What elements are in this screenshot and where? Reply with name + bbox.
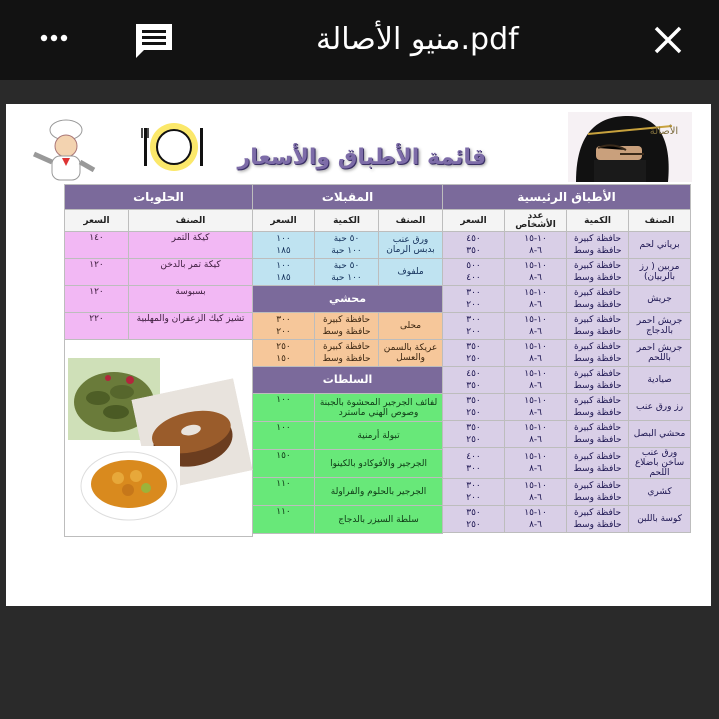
salad-price: ١١٠ <box>253 478 315 506</box>
main-dish-price-line: ٣٥٠ <box>466 396 481 406</box>
main-dish-price-line: ٢٠٠ <box>466 327 481 337</box>
main-dish-people <box>505 340 567 367</box>
main-dish-qty-line: حافظة وسط <box>573 520 622 530</box>
main-dish-people-line: ١٠-١٥ <box>524 261 547 271</box>
main-dish-people-line: ٦-٨ <box>529 520 543 530</box>
stuffed-section-header: محشي <box>253 286 443 313</box>
main-dish-qty-line: حافظة كبيرة <box>574 342 622 352</box>
main-dish-people-line: ١٠-١٥ <box>524 452 547 462</box>
main-dish-qty-line: حافظة وسط <box>573 273 622 283</box>
main-dish-row <box>443 340 691 367</box>
stuffed-price <box>253 340 315 367</box>
main-dish-qty <box>567 259 629 286</box>
main-dish-row <box>443 232 691 259</box>
main-dish-price-line: ٤٥٠ <box>466 234 481 244</box>
appetizer-qty-line: ١٠٠ حبة <box>331 273 362 283</box>
dessert-price: ١٤٠ <box>65 232 129 259</box>
salad-price: ١٥٠ <box>253 450 315 478</box>
app-bar <box>0 0 719 80</box>
main-dish-price-line: ٤٠٠ <box>466 452 481 462</box>
dessert-col-item: الصنف <box>129 210 253 232</box>
main-dish-people-line: ١٠-١٥ <box>524 369 547 379</box>
main-dish-row <box>443 394 691 421</box>
appetizer-qty <box>315 259 379 286</box>
main-dish-people-line: ١٠-١٥ <box>524 315 547 325</box>
main-dish-qty-line: حافظة كبيرة <box>574 315 622 325</box>
menu-document <box>6 104 711 606</box>
main-dish-price-line: ٣٠٠ <box>466 288 481 298</box>
main-dish-people-line: ١٠-١٥ <box>524 288 547 298</box>
salad-price: ١٠٠ <box>253 394 315 422</box>
main-dish-qty <box>567 448 629 479</box>
main-dish-row <box>443 259 691 286</box>
main-dish-name: كشري <box>629 479 691 506</box>
salad-price: ١٠٠ <box>253 422 315 450</box>
main-dish-people <box>505 506 567 533</box>
main-dish-people <box>505 313 567 340</box>
main-dish-people <box>505 367 567 394</box>
main-dish-name: محشي البصل <box>629 421 691 448</box>
main-section-header: الأطباق الرئيسية <box>443 185 691 210</box>
main-dish-people-line: ١٠-١٥ <box>524 423 547 433</box>
main-dishes-table <box>442 184 691 533</box>
main-dish-price <box>443 340 505 367</box>
app-col-price: السعر <box>253 210 315 232</box>
plate-cutlery-illustration <box>138 118 210 176</box>
main-dish-qty-line: حافظة كبيرة <box>574 288 622 298</box>
main-dish-people-line: ٦-٨ <box>529 273 543 283</box>
main-dish-people-line: ٦-٨ <box>529 464 543 474</box>
main-dish-qty <box>567 479 629 506</box>
dessert-col-price: السعر <box>65 210 129 232</box>
main-dish-row <box>443 421 691 448</box>
main-dish-price-line: ٣٠٠ <box>466 464 481 474</box>
main-dish-price-line: ٣٥٠ <box>466 381 481 391</box>
main-dish-qty-line: حافظة كبيرة <box>574 234 622 244</box>
stuffed-qty-line: حافظة وسط <box>322 327 371 337</box>
main-dish-price <box>443 259 505 286</box>
main-dish-price-line: ٣٠٠ <box>466 481 481 491</box>
main-dish-people-line: ٦-٨ <box>529 246 543 256</box>
appetizer-row <box>253 232 443 259</box>
stuffed-price-line: ٢٠٠ <box>276 327 291 337</box>
salad-row <box>253 506 443 534</box>
main-dish-people-line: ٦-٨ <box>529 493 543 503</box>
main-col-item: الصنف <box>629 210 691 232</box>
main-dish-qty-line: حافظة وسط <box>573 381 622 391</box>
main-dish-row <box>443 479 691 506</box>
main-dish-name: برياني لحم <box>629 232 691 259</box>
main-dish-qty-line: حافظة كبيرة <box>574 396 622 406</box>
main-dish-qty <box>567 394 629 421</box>
appetizer-qty <box>315 232 379 259</box>
salad-price: ١١٠ <box>253 506 315 534</box>
main-dish-qty-line: حافظة كبيرة <box>574 261 622 271</box>
main-dish-qty <box>567 421 629 448</box>
main-dish-price-line: ٣٥٠ <box>466 423 481 433</box>
main-dish-price-line: ٢٥٠ <box>466 408 481 418</box>
chef-illustration <box>22 118 110 184</box>
main-dish-price <box>443 448 505 479</box>
appetizer-qty-line: ٥٠ حبة <box>333 261 360 271</box>
app-col-item: الصنف <box>379 210 443 232</box>
stuffed-price-line: ٣٠٠ <box>276 315 291 325</box>
main-dish-qty <box>567 286 629 313</box>
main-dish-price <box>443 394 505 421</box>
main-dish-name: مربين ( رز بالربيان) <box>629 259 691 286</box>
more-vert-icon[interactable] <box>36 20 72 56</box>
main-dish-price-line: ٢٥٠ <box>466 435 481 445</box>
stuffed-price-line: ١٥٠ <box>276 354 291 364</box>
pastry-photo <box>78 446 180 524</box>
main-dish-row <box>443 313 691 340</box>
main-dish-people <box>505 286 567 313</box>
main-dish-price <box>443 313 505 340</box>
main-dish-people <box>505 448 567 479</box>
main-dish-name: جريش <box>629 286 691 313</box>
salad-row <box>253 450 443 478</box>
salad-name: تبولة أرمنية <box>315 422 443 450</box>
main-dish-price <box>443 286 505 313</box>
main-dish-people-line: ١٠-١٥ <box>524 342 547 352</box>
appetizer-qty-line: ١٠٠ حبة <box>331 246 362 256</box>
main-col-price: السعر <box>443 210 505 232</box>
appetizer-name: ورق عنب بدبس الرمان <box>379 232 443 259</box>
main-dish-qty-line: حافظة وسط <box>573 327 622 337</box>
close-icon[interactable] <box>646 18 690 62</box>
main-col-people: عدد الأشخاص <box>505 210 567 232</box>
main-dish-qty <box>567 340 629 367</box>
stuffed-price <box>253 313 315 340</box>
stuffed-row <box>253 313 443 340</box>
main-dish-price-line: ٢٠٠ <box>466 493 481 503</box>
dessert-name: تشيز كيك الزعفران والمهلبية <box>129 313 253 340</box>
appetizer-name: ملفوف <box>379 259 443 286</box>
main-dish-qty-line: حافظة كبيرة <box>574 481 622 491</box>
menu-title: قائمة الأطباق والأسعار <box>237 145 486 170</box>
dessert-price: ١٢٠ <box>65 259 129 286</box>
main-dish-price-line: ٣٠٠ <box>466 315 481 325</box>
dessert-name: كيكة تمر بالدخن <box>129 259 253 286</box>
main-dish-price-line: ٤٥٠ <box>466 369 481 379</box>
main-col-qty: الكمية <box>567 210 629 232</box>
dessert-row <box>65 259 253 286</box>
main-dish-qty-line: حافظة وسط <box>573 464 622 474</box>
salad-row <box>253 478 443 506</box>
comment-icon[interactable] <box>132 18 176 62</box>
appetizer-price <box>253 259 315 286</box>
main-dish-price-line: ٤٠٠ <box>466 273 481 283</box>
main-dish-people-line: ٦-٨ <box>529 381 543 391</box>
main-dish-people <box>505 232 567 259</box>
main-dish-people-line: ١٠-١٥ <box>524 396 547 406</box>
stuffed-qty <box>315 313 379 340</box>
main-dish-people-line: ٦-٨ <box>529 354 543 364</box>
appetizer-row <box>253 259 443 286</box>
main-dish-qty <box>567 313 629 340</box>
main-dish-people-line: ١٠-١٥ <box>524 234 547 244</box>
main-dish-qty-line: حافظة كبيرة <box>574 423 622 433</box>
main-dish-qty-line: حافظة وسط <box>573 408 622 418</box>
main-dish-people-line: ٦-٨ <box>529 327 543 337</box>
dessert-price: ١٢٠ <box>65 286 129 313</box>
main-dish-people-line: ٦-٨ <box>529 300 543 310</box>
main-dish-price-line: ٣٥٠ <box>466 508 481 518</box>
document-title: منيو الأصالة.pdf <box>316 22 519 57</box>
main-dish-qty-line: حافظة كبيرة <box>574 369 622 379</box>
main-dish-people <box>505 259 567 286</box>
main-dish-qty-line: حافظة كبيرة <box>574 452 622 462</box>
main-dish-name: كوسة باللبن <box>629 506 691 533</box>
main-dish-price <box>443 367 505 394</box>
dessert-name: بسبوسة <box>129 286 253 313</box>
appetizer-price-line: ١٠٠ <box>276 261 291 271</box>
main-dish-price <box>443 479 505 506</box>
main-dish-qty <box>567 232 629 259</box>
app-col-qty: الكمية <box>315 210 379 232</box>
main-dish-price <box>443 506 505 533</box>
dessert-name: كيكة التمر <box>129 232 253 259</box>
logo-text: الأصالة <box>649 126 679 137</box>
main-dish-price-line: ٣٥٠ <box>466 342 481 352</box>
salad-name: سلطة السيزر بالدجاج <box>315 506 443 534</box>
dessert-row <box>65 232 253 259</box>
main-dish-row <box>443 367 691 394</box>
salad-name: الجرجير والأفوكادو بالكينوا <box>315 450 443 478</box>
main-dish-qty-line: حافظة وسط <box>573 246 622 256</box>
stuffed-qty-line: حافظة كبيرة <box>322 342 371 352</box>
main-dish-qty-line: حافظة وسط <box>573 354 622 364</box>
main-dish-qty-line: حافظة وسط <box>573 300 622 310</box>
stuffed-row <box>253 340 443 367</box>
main-dish-people <box>505 394 567 421</box>
main-dish-name: صيادية <box>629 367 691 394</box>
main-dish-name: رز ورق عنب <box>629 394 691 421</box>
desserts-section-header: الحلويات <box>65 185 253 210</box>
main-dish-people-line: ١٠-١٥ <box>524 508 547 518</box>
main-dish-people <box>505 479 567 506</box>
salads-section-header: السلطات <box>253 367 443 394</box>
appetizer-price-line: ١٠٠ <box>276 234 291 244</box>
main-dish-row <box>443 448 691 479</box>
stuffed-qty-line: حافظة كبيرة <box>322 315 371 325</box>
stuffed-qty <box>315 340 379 367</box>
main-dish-row <box>443 286 691 313</box>
salad-name: لفائف الجرجير المحشوة بالجبنة وصوص الهني ماسترد <box>315 394 443 422</box>
appetizer-price <box>253 232 315 259</box>
stuffed-name: محلى <box>379 313 443 340</box>
main-dish-price-line: ٣٥٠ <box>466 246 481 256</box>
main-dish-row <box>443 506 691 533</box>
main-dish-people-line: ١٠-١٥ <box>524 481 547 491</box>
main-dish-qty-line: حافظة وسط <box>573 493 622 503</box>
main-dish-qty-line: حافظة كبيرة <box>574 508 622 518</box>
main-dish-price <box>443 232 505 259</box>
salad-row <box>253 422 443 450</box>
main-dish-qty <box>567 506 629 533</box>
main-dish-price-line: ٢٥٠ <box>466 520 481 530</box>
main-dish-price-line: ٢٥٠ <box>466 354 481 364</box>
main-dish-price-line: ٥٠٠ <box>466 261 481 271</box>
dessert-row <box>65 286 253 313</box>
stuffed-name: عريكة بالسمن والعسل <box>379 340 443 367</box>
main-dish-people-line: ٦-٨ <box>529 435 543 445</box>
main-dish-name: ورق عنب ساخن باضلاع اللحم <box>629 448 691 479</box>
appetizer-price-line: ١٨٥ <box>276 246 291 256</box>
appetizer-qty-line: ٥٠ حبة <box>333 234 360 244</box>
stuffed-price-line: ٢٥٠ <box>276 342 291 352</box>
main-dish-people <box>505 421 567 448</box>
brand-logo-photo <box>568 112 692 182</box>
main-dish-price-line: ٢٠٠ <box>466 300 481 310</box>
appetizer-price-line: ١٨٥ <box>276 273 291 283</box>
main-dish-people-line: ٦-٨ <box>529 408 543 418</box>
main-dish-name: جريش احمر باللحم <box>629 340 691 367</box>
main-dish-name: جريش احمر بالدجاج <box>629 313 691 340</box>
main-dish-price <box>443 421 505 448</box>
stuffed-qty-line: حافظة وسط <box>322 354 371 364</box>
dessert-price: ٢٢٠ <box>65 313 129 340</box>
main-dish-qty <box>567 367 629 394</box>
appetizers-section-header: المقبلات <box>253 185 443 210</box>
appetizers-table <box>252 184 443 534</box>
salad-row <box>253 394 443 422</box>
dessert-row <box>65 313 253 340</box>
main-dish-qty-line: حافظة وسط <box>573 435 622 445</box>
salad-name: الجرجير بالحلوم والفراولة <box>315 478 443 506</box>
